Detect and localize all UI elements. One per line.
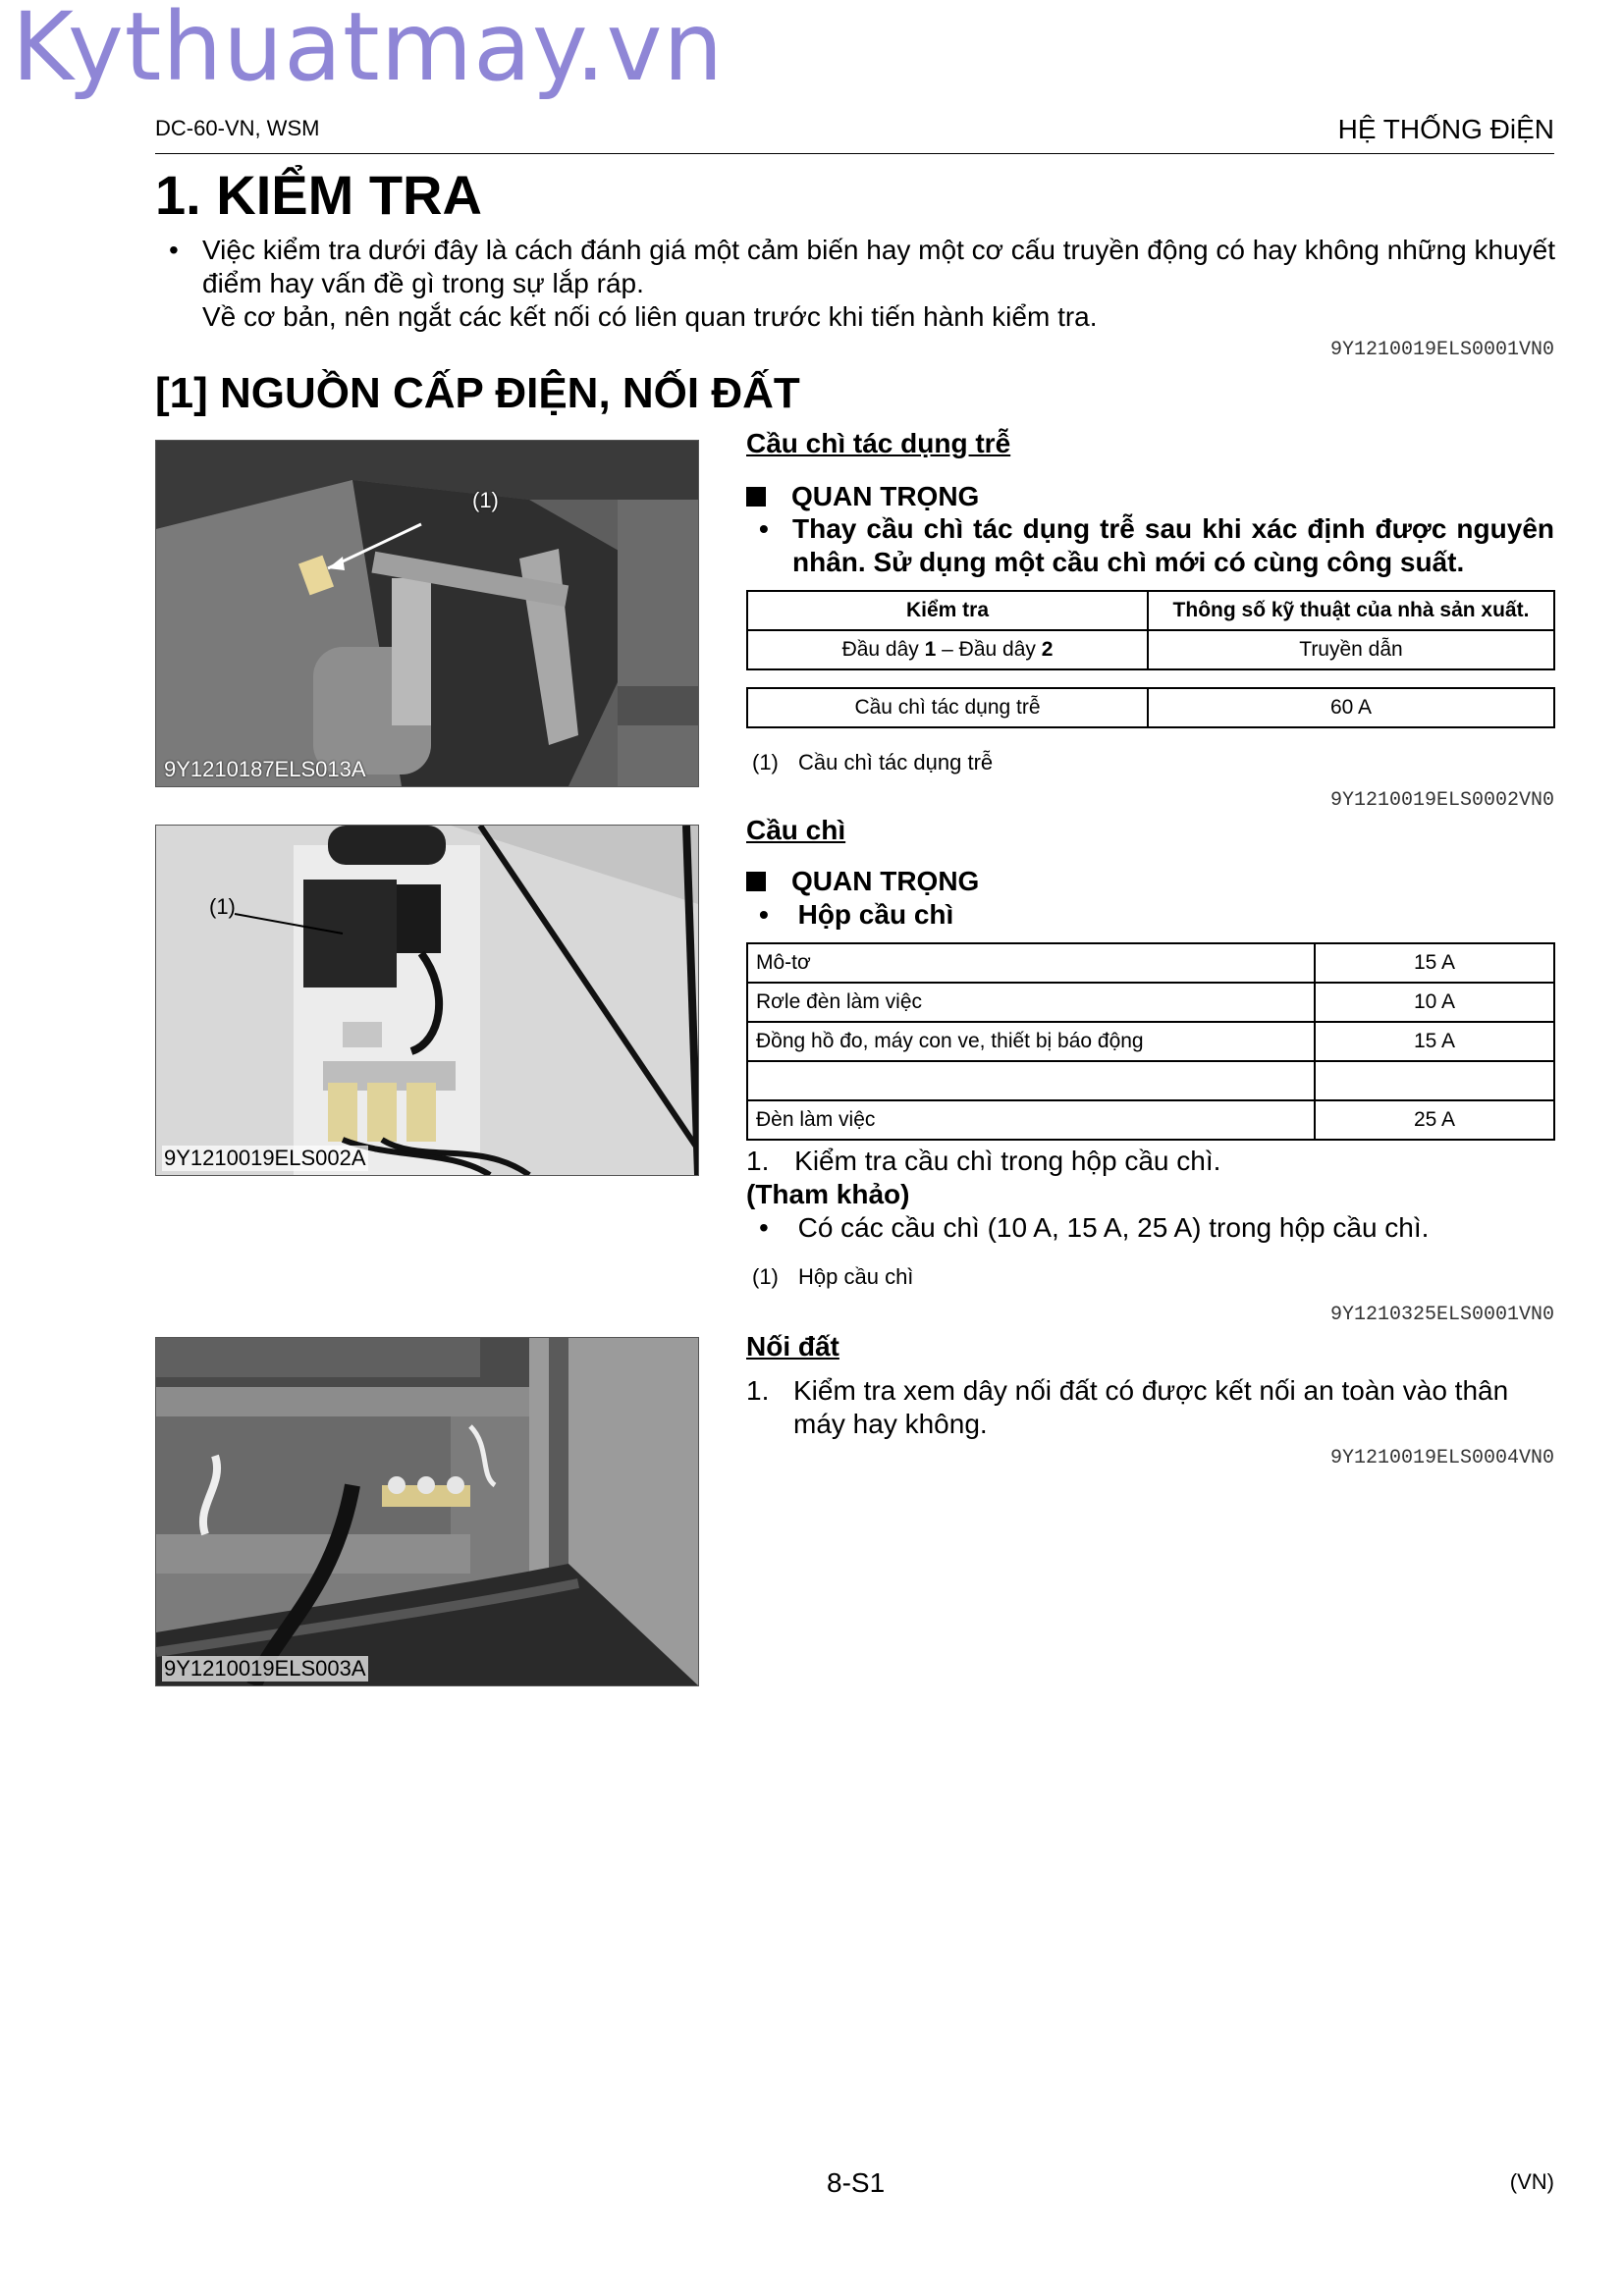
ref-code-3: 9Y1210325ELS0001VN0: [1329, 1304, 1554, 1326]
callout-1: (1): [472, 488, 499, 512]
fuse-legend: [752, 1264, 913, 1290]
ground-step-text: Kiểm tra xem dây nối đất có được kết nối an toàn vào thân máy hay không.: [793, 1375, 1509, 1439]
doc-code: DC-60-VN, WSM: [155, 116, 320, 140]
slow-fuse-heading: Cầu chì tác dụng trễ: [746, 428, 1011, 458]
legend-num-2: (1): [752, 1264, 779, 1289]
fuse-reference: (Tham khảo): [746, 1179, 910, 1209]
slow-fuse-legend: [752, 750, 993, 775]
photo-slow-fuse: [155, 440, 699, 787]
fuse-row-item: Rơle đèn làm việc: [747, 983, 1315, 1022]
slow-fuse-rating-table: [746, 687, 1555, 728]
intro-bullet: •: [169, 235, 179, 265]
terminal-cell: Đầu dây 1 – Đầu dây 2: [747, 630, 1148, 669]
fuse-row-value: 15 A: [1315, 943, 1554, 983]
photo-fuse-box: [155, 825, 699, 1176]
fuse-row-value: 15 A: [1315, 1022, 1554, 1061]
slow-fuse-item: Cầu chì tác dụng trễ: [747, 688, 1148, 727]
chapter-title: HỆ THỐNG ĐiỆN: [1337, 114, 1554, 144]
fuse-sub: [759, 898, 953, 932]
square-bullet-icon-2: [746, 872, 766, 891]
fuse-row-item: Mô-tơ: [747, 943, 1315, 983]
ground-heading: Nối đất: [746, 1331, 839, 1362]
fuse-row-value: 25 A: [1315, 1100, 1554, 1140]
slow-fuse-important: QUAN TRỌNG: [746, 481, 979, 512]
photo-caption-1: 9Y1210187ELS013A: [164, 757, 366, 781]
header-rule: [155, 153, 1554, 154]
fuse-row-item: Đèn làm việc: [747, 1100, 1315, 1140]
section-title: [1] NGUỒN CẤP ĐIỆN, NỐI ĐẤT: [155, 369, 800, 417]
slow-fuse-note-text: Thay cầu chì tác dụng trễ sau khi xác định được nguyên nhân. Sử dụng một cầu chì mới có cùng công suất.: [792, 513, 1554, 577]
fuse-important: QUAN TRỌNG: [746, 866, 979, 897]
fuse-sub-text: Hộp cầu chì: [797, 899, 954, 930]
photo-caption-2: 9Y1210019ELS002A: [164, 1146, 366, 1170]
photo-ground: [155, 1337, 699, 1686]
slow-fuse-table: [746, 590, 1555, 670]
photo-fuse-box-art: [156, 826, 698, 1175]
fuse-heading: Cầu chì: [746, 815, 846, 845]
fuse-step-num: 1.: [746, 1146, 770, 1176]
fuse-ref-bullet: •: [759, 1212, 769, 1243]
fuse-row-value: [1315, 1061, 1554, 1100]
page-number: 8-S1: [827, 2167, 886, 2198]
continuity-cell: Truyền dẫn: [1148, 630, 1554, 669]
fuse-ref-text: Có các cầu chì (10 A, 15 A, 25 A) trong hộp cầu chì.: [797, 1212, 1430, 1243]
fuse-sub-bullet: •: [759, 899, 769, 930]
fuse-row-item: Đồng hồ đo, máy con ve, thiết bị báo động: [747, 1022, 1315, 1061]
col-spec: Thông số kỹ thuật của nhà sản xuất.: [1148, 591, 1554, 630]
legend-num-1: (1): [752, 750, 779, 774]
intro-block: [169, 234, 1563, 334]
watermark-logo: Kythuatmay.vn: [12, 0, 725, 102]
intro-line2: Về cơ bản, nên ngắt các kết nối có liên quan trước khi tiến hành kiểm tra.: [202, 301, 1098, 332]
ref-code-4: 9Y1210019ELS0004VN0: [1329, 1447, 1554, 1469]
square-bullet-icon: [746, 487, 766, 507]
photo-caption-3: 9Y1210019ELS003A: [164, 1656, 366, 1681]
intro-line1: Việc kiểm tra dưới đây là cách đánh giá một cảm biến hay một cơ cấu truyền động có hay không những khuyết điểm hay vấn đề gì trong sự lắp ráp.: [202, 235, 1556, 298]
fuse-ref-note: [759, 1211, 1429, 1245]
language-tag: (VN): [1509, 2169, 1554, 2194]
ground-step: [746, 1374, 1555, 1441]
callout-2: (1): [209, 894, 236, 919]
ref-code-1: 9Y1210019ELS0001VN0: [1329, 339, 1554, 361]
fuse-step: [746, 1145, 1220, 1178]
photo-ground-art: [156, 1338, 698, 1685]
photo-slow-fuse-art: [156, 441, 698, 786]
slow-fuse-note: [759, 512, 1554, 579]
slow-fuse-note-bullet: •: [759, 513, 769, 544]
fuse-row-value: 10 A: [1315, 983, 1554, 1022]
ref-code-2: 9Y1210019ELS0002VN0: [1329, 789, 1554, 812]
fuse-box-table: [746, 942, 1555, 1141]
page-title: 1. KIỂM TRA: [155, 164, 482, 226]
ground-step-num: 1.: [746, 1375, 770, 1406]
fuse-step-text: Kiểm tra cầu chì trong hộp cầu chì.: [794, 1146, 1221, 1176]
slow-fuse-value: 60 A: [1148, 688, 1554, 727]
legend-text-2: Hộp cầu chì: [798, 1264, 914, 1289]
col-check: Kiểm tra: [747, 591, 1148, 630]
legend-text-1: Cầu chì tác dụng trễ: [798, 750, 994, 774]
fuse-row-item: [747, 1061, 1315, 1100]
